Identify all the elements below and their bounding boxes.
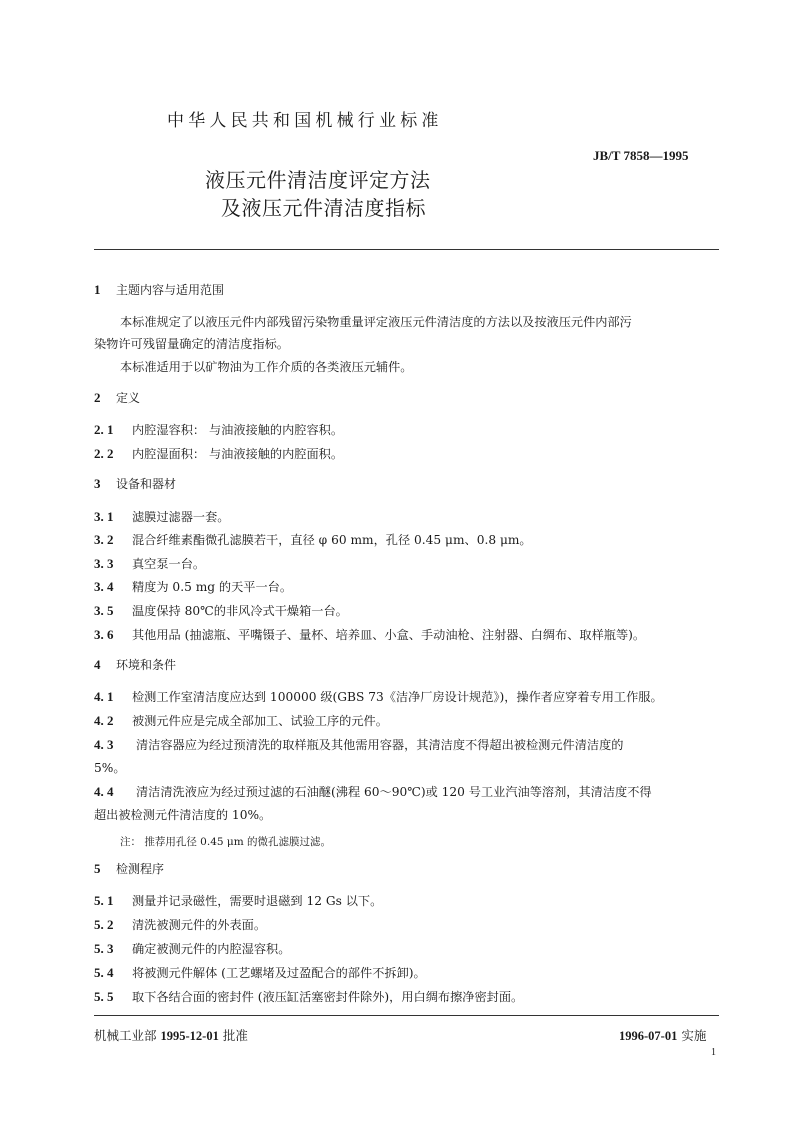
item-text: 检测工作室清洁度应达到 100000 级(GBS 73《洁净厂房设计规范》)，操作者应穿着专用工作服。 bbox=[132, 690, 663, 704]
item-text: 真空泵一台。 bbox=[132, 557, 206, 571]
item-text: 清洁清洗液应为经过预过滤的石油醚(沸程 60～90℃)或 120 号工业汽油等溶剂，其清洁度不得 bbox=[136, 785, 652, 799]
item-number: 2. 2 bbox=[94, 446, 114, 461]
section-title: 定义 bbox=[116, 391, 141, 405]
item-number: 4. 2 bbox=[94, 713, 114, 728]
section-number: 5 bbox=[94, 861, 101, 876]
section-title: 环境和条件 bbox=[116, 658, 177, 672]
paragraph-line: 超出被检测元件清洁度的 10%。 bbox=[94, 808, 272, 822]
item-number: 4. 3 bbox=[94, 737, 114, 752]
section-heading bbox=[94, 389, 140, 406]
implementation-label: 实施 bbox=[681, 1028, 707, 1043]
section-heading bbox=[94, 656, 176, 673]
item-number: 5. 4 bbox=[94, 965, 114, 980]
document-title-line1: 液压元件清洁度评定方法 bbox=[205, 168, 431, 192]
section-number: 2 bbox=[94, 390, 101, 405]
section-heading bbox=[94, 860, 164, 877]
item-number: 3. 1 bbox=[94, 509, 114, 524]
item-text: 清洗被测元件的外表面。 bbox=[132, 918, 267, 932]
section-title: 设备和器材 bbox=[116, 477, 177, 491]
item-number: 5. 1 bbox=[94, 893, 114, 908]
item-number: 2. 1 bbox=[94, 422, 114, 437]
item-text: 将被测元件解体 (工艺螺堵及过盈配合的部件不拆卸)。 bbox=[132, 966, 426, 980]
item-number: 3. 2 bbox=[94, 532, 114, 547]
section-heading bbox=[94, 475, 176, 492]
paragraph-line: 染物许可残留量确定的清洁度指标。 bbox=[94, 337, 289, 351]
item-text: 确定被测元件的内腔湿容积。 bbox=[132, 942, 291, 956]
paragraph-line: 本标准规定了以液压元件内部残留污染物重量评定液压元件清洁度的方法以及按液压元件内部污 bbox=[120, 315, 632, 329]
paragraph-line: 本标准适用于以矿物油为工作介质的各类液压元辅件。 bbox=[120, 360, 413, 374]
item-text: 滤膜过滤器一套。 bbox=[132, 510, 230, 524]
item-text: 取下各结合面的密封件 (液压缸活塞密封件除外)，用白绸布擦净密封面。 bbox=[132, 990, 524, 1004]
section-title: 检测程序 bbox=[116, 862, 165, 876]
list-item bbox=[94, 555, 205, 572]
document-title-line2: 及液压元件清洁度指标 bbox=[221, 196, 426, 220]
item-text: 内腔湿面积： 与油液接触的内腔面积。 bbox=[132, 447, 344, 461]
item-text: 其他用品 (抽滤瓶、平嘴镊子、量杯、培养皿、小盒、手动油枪、注射器、白绸布、取样瓶等)。 bbox=[132, 628, 646, 642]
item-text: 测量并记录磁性，需要时退磁到 12 Gs 以下。 bbox=[132, 894, 383, 908]
item-number: 3. 5 bbox=[94, 603, 114, 618]
item-text: 内腔湿容积： 与油液接触的内腔容积。 bbox=[132, 423, 344, 437]
item-number: 4. 4 bbox=[94, 784, 114, 799]
implementation-line bbox=[619, 1026, 706, 1044]
approval-date: 1995-12-01 bbox=[160, 1029, 219, 1043]
item-text: 精度为 0.5 mg 的天平一台。 bbox=[132, 580, 293, 594]
list-item bbox=[94, 712, 388, 729]
section-title: 主题内容与适用范围 bbox=[116, 283, 225, 297]
approval-line bbox=[94, 1026, 248, 1044]
list-item bbox=[94, 964, 426, 981]
item-number: 5. 3 bbox=[94, 941, 114, 956]
ministry-name: 机械工业部 bbox=[94, 1028, 157, 1043]
item-text: 清洁容器应为经过预清洗的取样瓶及其他需用容器，其清洁度不得超出被检测元件清洁度的 bbox=[136, 738, 624, 752]
section-number: 3 bbox=[94, 476, 101, 491]
list-item bbox=[94, 508, 230, 525]
list-item bbox=[94, 736, 624, 753]
list-item bbox=[94, 892, 382, 909]
list-item bbox=[94, 783, 652, 800]
item-text: 被测元件应是完成全部加工、试验工序的元件。 bbox=[132, 714, 388, 728]
item-number: 3. 4 bbox=[94, 579, 114, 594]
implementation-date: 1996-07-01 bbox=[619, 1029, 678, 1043]
paragraph-line: 5%。 bbox=[94, 761, 126, 775]
standard-category: 中华人民共和国机械行业标准 bbox=[167, 111, 443, 131]
header-divider bbox=[94, 249, 719, 250]
footer-divider bbox=[94, 1015, 719, 1016]
item-number: 4. 1 bbox=[94, 689, 114, 704]
page-number: 1 bbox=[711, 1047, 716, 1058]
list-item bbox=[94, 602, 348, 619]
list-item bbox=[94, 421, 343, 438]
item-number: 5. 5 bbox=[94, 989, 114, 1004]
item-text: 温度保持 80℃的非风冷式干燥箱一台。 bbox=[132, 604, 348, 618]
list-item bbox=[94, 578, 292, 595]
list-item bbox=[94, 940, 290, 957]
section-number: 1 bbox=[94, 282, 101, 297]
section-heading bbox=[94, 281, 224, 298]
standard-code: JB/T 7858—1995 bbox=[593, 148, 689, 163]
item-number: 3. 6 bbox=[94, 627, 114, 642]
list-item bbox=[94, 988, 523, 1005]
item-number: 3. 3 bbox=[94, 556, 114, 571]
item-text: 混合纤维素酯微孔滤膜若干，直径 φ 60 mm，孔径 0.45 μm、0.8 μm。 bbox=[132, 533, 532, 547]
note: 注： 推荐用孔径 0.45 μm 的微孔滤膜过滤。 bbox=[120, 836, 332, 848]
list-item bbox=[94, 445, 343, 462]
list-item bbox=[94, 531, 532, 548]
list-item bbox=[94, 916, 266, 933]
approval-label: 批准 bbox=[222, 1028, 248, 1043]
item-number: 5. 2 bbox=[94, 917, 114, 932]
list-item bbox=[94, 688, 663, 705]
section-number: 4 bbox=[94, 657, 101, 672]
list-item bbox=[94, 626, 645, 643]
